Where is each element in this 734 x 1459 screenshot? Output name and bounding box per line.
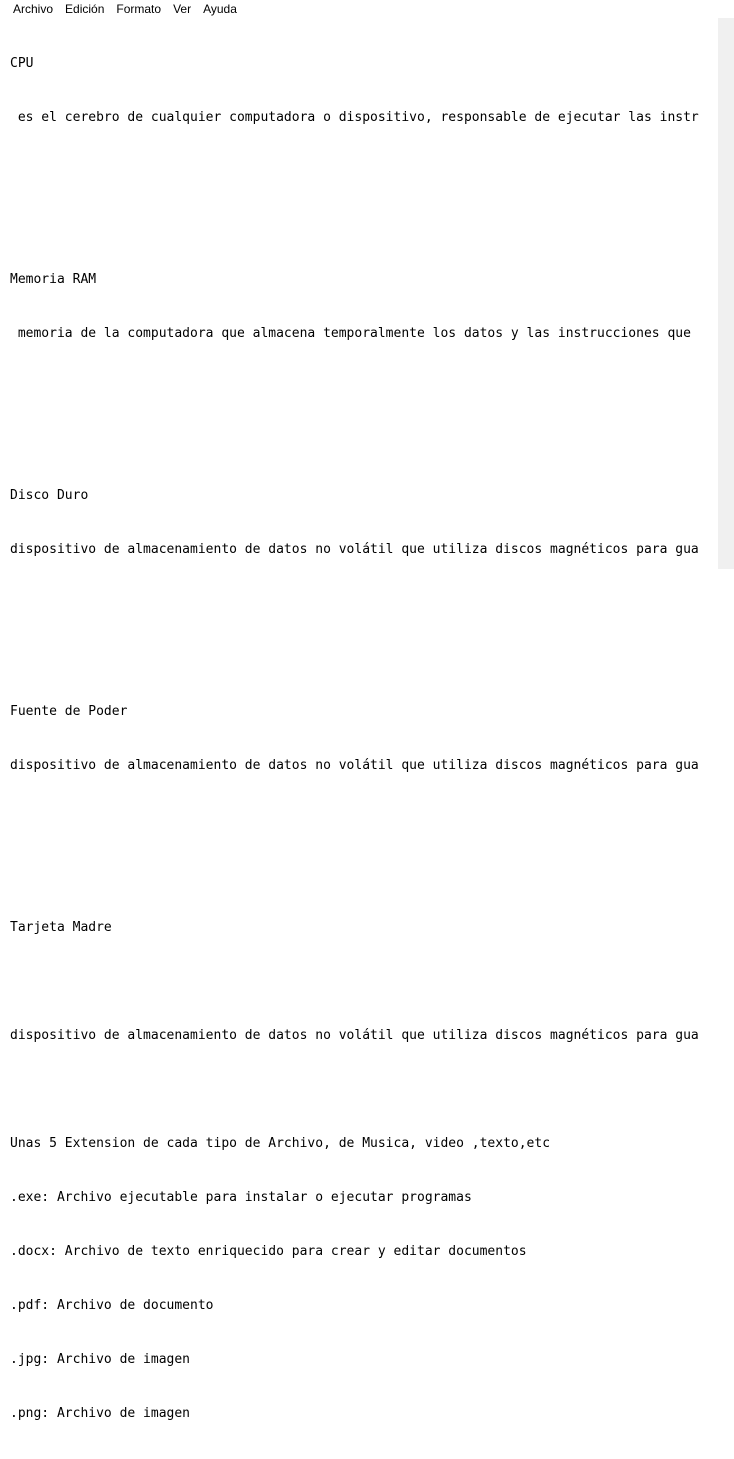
text-line bbox=[10, 379, 714, 397]
menu-ayuda[interactable]: Ayuda bbox=[203, 2, 237, 16]
menu-edicion[interactable]: Edición bbox=[65, 2, 105, 16]
text-line bbox=[10, 1081, 714, 1099]
text-line: dispositivo de almacenamiento de datos no volátil que utiliza discos magnéticos para gua bbox=[10, 758, 699, 773]
text-line bbox=[10, 811, 714, 829]
document-text[interactable] bbox=[10, 19, 714, 1459]
vertical-scrollbar[interactable] bbox=[718, 18, 734, 569]
text-line: Disco Duro bbox=[10, 488, 89, 503]
menu-archivo[interactable]: Archivo bbox=[13, 2, 54, 16]
text-line bbox=[10, 163, 714, 181]
text-line: dispositivo de almacenamiento de datos no volátil que utiliza discos magnéticos para gua bbox=[10, 542, 699, 557]
text-line: .exe: Archivo ejecutable para instalar o ejecutar programas bbox=[10, 1190, 472, 1205]
text-line: .docx: Archivo de texto enriquecido para crear y editar documentos bbox=[10, 1244, 527, 1259]
text-line bbox=[10, 865, 714, 883]
text-line: Tarjeta Madre bbox=[10, 920, 112, 935]
text-line: memoria de la computadora que almacena temporalmente los datos y las instrucciones que bbox=[10, 326, 691, 341]
text-line: .pdf: Archivo de documento bbox=[10, 1298, 214, 1313]
text-editor[interactable] bbox=[0, 18, 718, 1421]
text-line: .jpg: Archivo de imagen bbox=[10, 1352, 191, 1367]
text-line bbox=[10, 973, 714, 991]
text-line: dispositivo de almacenamiento de datos no volátil que utiliza discos magnéticos para gua bbox=[10, 1028, 699, 1043]
text-line: es el cerebro de cualquier computadora o dispositivo, responsable de ejecutar las instr bbox=[10, 110, 699, 125]
menu-ver[interactable]: Ver bbox=[173, 2, 192, 16]
text-line: Memoria RAM bbox=[10, 272, 97, 287]
menu-formato[interactable]: Formato bbox=[116, 2, 162, 16]
text-line bbox=[10, 649, 714, 667]
text-line bbox=[10, 433, 714, 451]
menu-bar bbox=[0, 0, 734, 18]
text-line: .png: Archivo de imagen bbox=[10, 1406, 191, 1421]
text-line: CPU bbox=[10, 56, 34, 71]
text-line bbox=[10, 217, 714, 235]
text-line: Fuente de Poder bbox=[10, 704, 128, 719]
text-line: Unas 5 Extension de cada tipo de Archivo, de Musica, video ,texto,etc bbox=[10, 1136, 551, 1151]
text-line bbox=[10, 595, 714, 613]
